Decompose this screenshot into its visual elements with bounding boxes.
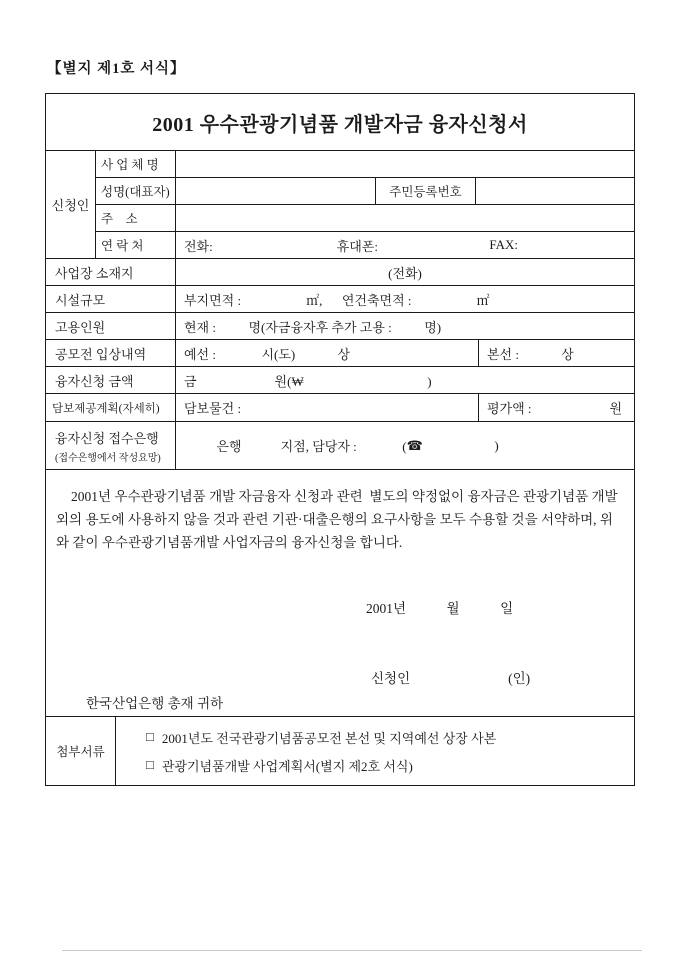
seal-hint: (인) <box>508 670 531 686</box>
attachment-item <box>146 756 413 775</box>
bank-label: 융자신청 접수은행 (접수은행에서 작성요망) <box>46 422 176 469</box>
checkbox-icon: □ <box>146 757 154 772</box>
facility-label: 시설규모 <box>46 286 176 312</box>
facility-row <box>46 286 634 313</box>
address-label: 주 소 <box>96 205 176 231</box>
loan-amount-field: 금 원(₩ ) <box>184 373 432 389</box>
attachments-label: 첨부서류 <box>46 717 116 785</box>
fax-label: FAX: <box>489 237 518 252</box>
form-title: 2001 우수관광기념품 개발자금 융자신청서 <box>152 113 528 136</box>
loan-amount-row <box>46 367 634 394</box>
mobile-label: 휴대폰: <box>336 238 378 254</box>
applicant-section <box>46 151 634 259</box>
location-label: 사업장 소재지 <box>46 259 176 285</box>
applicant-subrows <box>96 151 634 258</box>
checkbox-icon: □ <box>146 729 154 744</box>
location-phone-hint: (전화) <box>388 265 422 281</box>
addressee-line: 한국산업은행 총재 귀하 <box>86 695 224 711</box>
signer-line <box>371 667 622 687</box>
pledge-body: 2001년 우수관광기념품 개발 자금융자 신청과 관련 별도의 약정없이 융자금은 관광기념품 개발외의 용도에 사용하지 않을 것과 관련 기관·대출은행의 요구사항을 모두 수용할 것을 서약하며, 위와 같이 우수관광기념품개발 사업자금의 융자신청을 합니다. <box>56 489 618 550</box>
rep-name-row <box>96 178 634 205</box>
award-preliminary-field: 예선 : 시(도) 상 <box>176 340 479 366</box>
award-final-field: 본선 : 상 <box>487 346 574 362</box>
bank-field: 은행 지점, 담당자 : ( ☎ ) <box>184 437 499 454</box>
employees-row <box>46 313 634 340</box>
appraisal-label: 평가액 : <box>487 401 532 416</box>
employees-label: 고용인원 <box>46 313 176 339</box>
collateral-row <box>46 394 634 422</box>
resident-id-label: 주민등록번호 <box>376 178 476 204</box>
pledge-section <box>46 470 634 717</box>
collateral-label: 담보제공계획(자세히) <box>46 394 176 421</box>
phone-label: 전화: <box>184 238 213 254</box>
facility-field: 부지면적 : ㎡, 연건축면적 : ㎡ <box>184 292 490 308</box>
title-row <box>46 94 634 151</box>
attachment-item <box>146 728 496 747</box>
rep-name-label: 성명(대표자) <box>96 178 176 204</box>
contact-field <box>176 232 634 258</box>
business-name-row <box>96 151 634 178</box>
business-name-field <box>176 151 634 177</box>
rep-name-field <box>176 178 376 204</box>
pledge-date-line: 2001년 월 일 <box>366 600 514 616</box>
attachment-item-text: 관광기념품개발 사업계획서(별지 제2호 서식) <box>161 758 413 774</box>
attachments-list <box>116 717 634 785</box>
bank-note: (접수은행에서 작성요망) <box>55 452 161 464</box>
scan-artifact-line <box>62 950 642 951</box>
contact-row <box>96 232 634 258</box>
bank-row <box>46 422 634 470</box>
collateral-item-field: 담보물건 : <box>176 394 479 421</box>
appraisal-unit: 원 <box>609 401 622 416</box>
phone-icon: ☎ <box>406 437 423 453</box>
form-number-label: 【별지 제1호 서식】 <box>47 61 186 77</box>
address-row <box>96 205 634 232</box>
address-field <box>176 205 634 231</box>
contact-label: 연 락 처 <box>96 232 176 258</box>
business-name-label: 사 업 체 명 <box>96 151 176 177</box>
signer-label: 신청인 <box>371 670 411 686</box>
resident-id-field <box>476 178 634 204</box>
applicant-group-label: 신청인 <box>46 151 96 258</box>
collateral-appraisal-field <box>479 394 634 421</box>
attachments-row <box>46 717 634 785</box>
pledge-cell <box>46 470 634 716</box>
attachment-item-text: 2001년도 전국관광기념품공모전 본선 및 지역예선 상장 사본 <box>161 730 497 746</box>
award-row <box>46 340 634 367</box>
loan-application-form <box>45 93 635 786</box>
award-label: 공모전 입상내역 <box>46 340 176 366</box>
location-row <box>46 259 634 286</box>
loan-amount-label: 융자신청 금액 <box>46 367 176 393</box>
location-field <box>176 259 634 285</box>
employees-field: 현재 : 명(자금융자후 추가 고용 : 명) <box>184 319 442 335</box>
